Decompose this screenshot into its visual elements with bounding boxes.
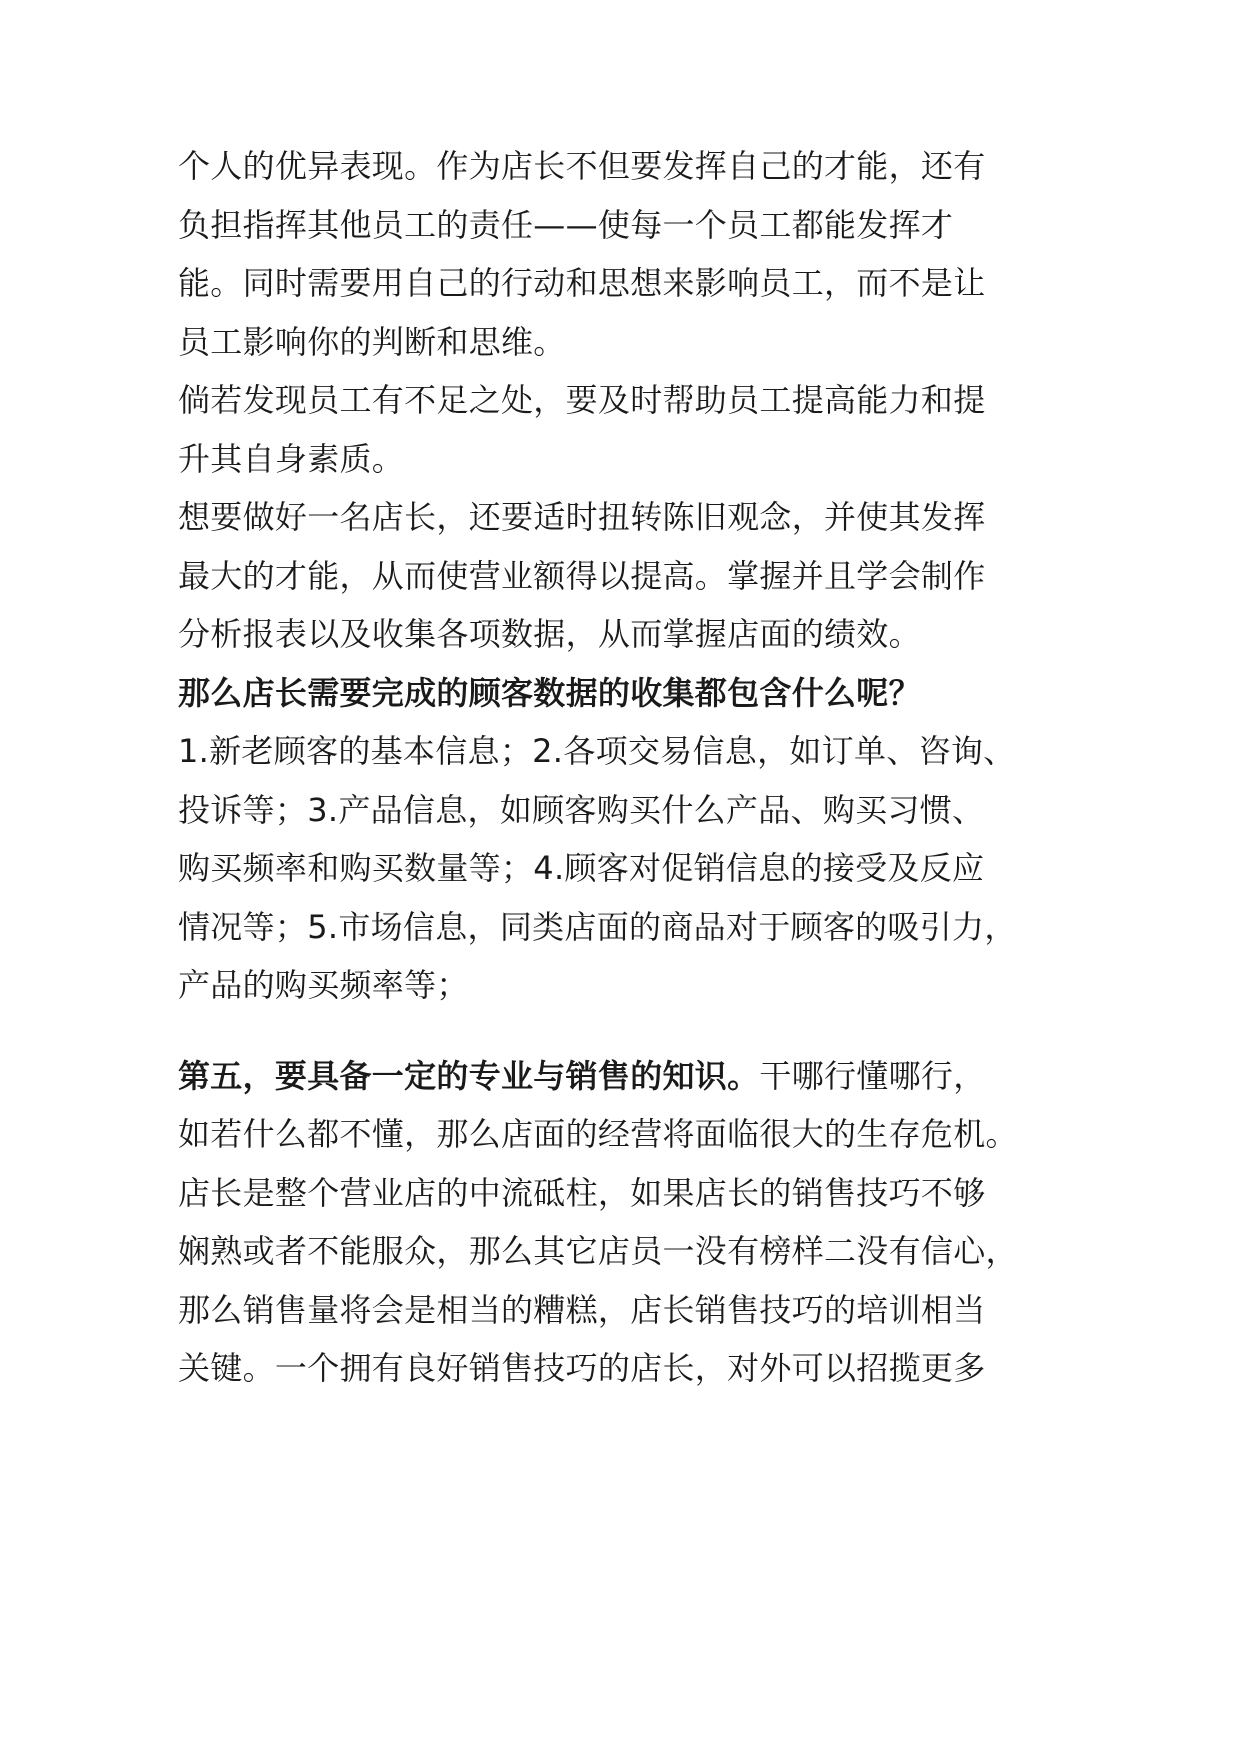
paragraph-line: 能。同时需要用自己的行动和思想来影响员工，而不是让 [178, 264, 986, 302]
list-line: 投诉等；3.产品信息，如顾客购买什么产品、购买习惯、 [178, 791, 985, 829]
paragraph-line: 个人的优异表现。作为店长不但要发挥自己的才能，还有 [178, 147, 986, 185]
paragraph-line: 店长是整个营业店的中流砥柱，如果店长的销售技巧不够 [178, 1174, 986, 1212]
paragraph-line: 倘若发现员工有不足之处，要及时帮助员工提高能力和提 [178, 381, 986, 419]
section-five-text: 干哪行懂哪行， [759, 1057, 986, 1095]
paragraph-line: 分析报表以及收集各项数据，从而掌握店面的绩效。 [178, 615, 921, 653]
list-line: 产品的购买频率等； [178, 966, 469, 1004]
list-line: 购买频率和购买数量等；4.顾客对促销信息的接受及反应 [178, 849, 985, 887]
paragraph-line: 那么销售量将会是相当的糟糕，店长销售技巧的培训相当 [178, 1291, 986, 1329]
list-line: 情况等；5.市场信息，同类店面的商品对于顾客的吸引力， [178, 908, 1017, 946]
paragraph-line: 娴熟或者不能服众，那么其它店员一没有榜样二没有信心， [178, 1232, 1018, 1270]
paragraph-line: 关键。一个拥有良好销售技巧的店长，对外可以招揽更多 [178, 1349, 986, 1387]
paragraph-line: 想要做好一名店长，还要适时扭转陈旧观念，并使其发挥 [178, 498, 986, 536]
list-line: 1.新老顾客的基本信息；2.各项交易信息，如订单、咨询、 [178, 732, 1016, 770]
paragraph-line: 负担指挥其他员工的责任——使每一个员工都能发挥才 [178, 206, 954, 244]
paragraph-line: 升其自身素质。 [178, 440, 405, 478]
paragraph-line: 最大的才能，从而使营业额得以提高。掌握并且学会制作 [178, 557, 986, 595]
section-five-line [178, 1050, 1078, 1102]
paragraph-line: 如若什么都不懂，那么店面的经营将面临很大的生存危机。 [178, 1115, 1018, 1153]
question-heading: 那么店长需要完成的顾客数据的收集都包含什么呢？ [178, 674, 921, 712]
paragraph-line: 员工影响你的判断和思维。 [178, 323, 566, 361]
section-five-heading: 第五，要具备一定的专业与销售的知识。 [178, 1057, 760, 1095]
